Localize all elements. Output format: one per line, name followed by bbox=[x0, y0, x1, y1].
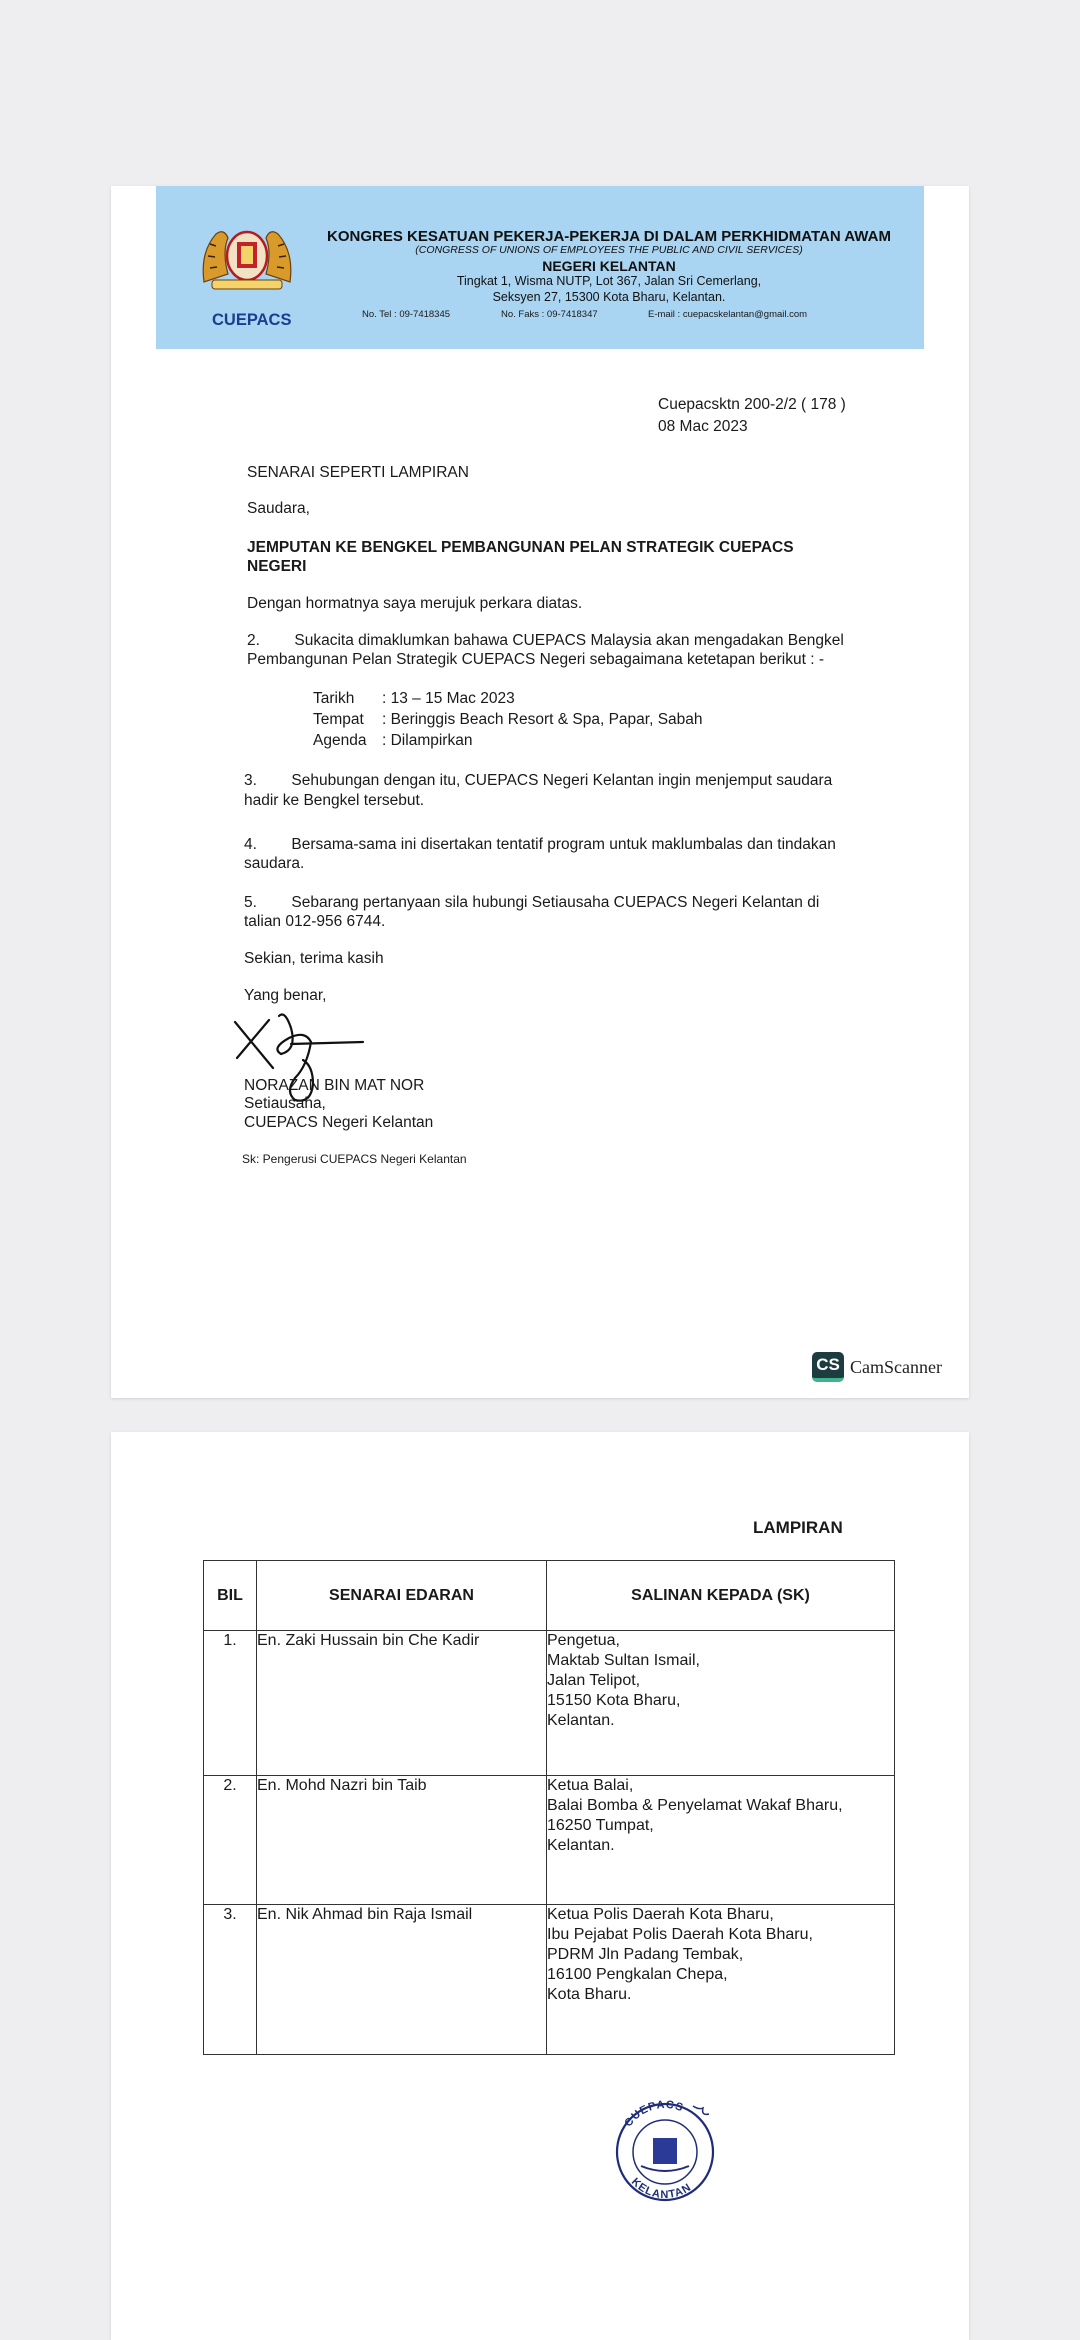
logo-text: CUEPACS bbox=[212, 311, 292, 329]
table-row bbox=[204, 1631, 895, 1776]
column-header-senarai-edaran: SENARAI EDARAN bbox=[257, 1561, 547, 1631]
appendix-page bbox=[111, 1432, 969, 2340]
row-number: 2. bbox=[204, 1776, 257, 1905]
detail-value-agenda: : Dilampirkan bbox=[382, 732, 473, 749]
paragraph-5-line-1: 5. Sebarang pertanyaan sila hubungi Setiausaha CUEPACS Negeri Kelantan di bbox=[244, 894, 820, 911]
fax-number: No. Faks : 09-7418347 bbox=[501, 309, 598, 320]
copy-to-address bbox=[547, 1631, 895, 1776]
copy-to: Sk: Pengerusi CUEPACS Negeri Kelantan bbox=[242, 1152, 467, 1166]
address-line: Kelantan. bbox=[547, 1712, 615, 1729]
address-line: Balai Bomba & Penyelamat Wakaf Bharu, bbox=[547, 1797, 843, 1814]
address-line: Kelantan. bbox=[547, 1837, 615, 1854]
address-line: 15150 Kota Bharu, bbox=[547, 1692, 681, 1709]
paragraph-4-line-2: saudara. bbox=[244, 855, 305, 872]
branch-name: NEGERI KELANTAN bbox=[542, 258, 676, 274]
org-name-en: (CONGRESS OF UNIONS OF EMPLOYEES THE PUBLIC AND CIVIL SERVICES) bbox=[415, 244, 803, 256]
stamp-text-bottom: KELANTAN bbox=[628, 2175, 694, 2202]
paragraph-3-line-1: 3. Sehubungan dengan itu, CUEPACS Negeri Kelantan ingin menjemput saudara bbox=[244, 772, 833, 789]
salutation: Saudara, bbox=[247, 500, 310, 517]
subject-line-2: NEGERI bbox=[247, 558, 307, 575]
paragraph-5-line-2: talian 012-956 6744. bbox=[244, 913, 386, 930]
camscanner-watermark bbox=[812, 1352, 942, 1382]
address-line: Jalan Telipot, bbox=[547, 1672, 641, 1689]
signer-organization: CUEPACS Negeri Kelantan bbox=[244, 1114, 434, 1131]
column-header-bil: BIL bbox=[204, 1561, 257, 1631]
recipient-name: En. Zaki Hussain bin Che Kadir bbox=[257, 1631, 547, 1776]
recipient: SENARAI SEPERTI LAMPIRAN bbox=[247, 464, 469, 481]
paragraph-2-line-1: 2. Sukacita dimaklumkan bahawa CUEPACS Malaysia akan mengadakan Bengkel bbox=[247, 632, 844, 649]
paragraph-4-line-1: 4. Bersama-sama ini disertakan tentatif program untuk maklumbalas dan tindakan bbox=[244, 836, 836, 853]
address-line-2: Seksyen 27, 15300 Kota Bharu, Kelantan. bbox=[492, 290, 726, 304]
camscanner-icon: CS bbox=[812, 1352, 844, 1382]
detail-value-tempat: : Beringgis Beach Resort & Spa, Papar, Sabah bbox=[382, 711, 703, 728]
column-header-salinan-kepada: SALINAN KEPADA (SK) bbox=[547, 1561, 895, 1631]
cuepacs-crest-logo bbox=[198, 222, 296, 296]
address-line: Pengetua, bbox=[547, 1632, 620, 1649]
copy-to-address bbox=[547, 1776, 895, 1905]
detail-value-tarikh: : 13 – 15 Mac 2023 bbox=[382, 690, 515, 707]
recipient-name: En. Mohd Nazri bin Taib bbox=[257, 1776, 547, 1905]
address-line: PDRM Jln Padang Tembak, bbox=[547, 1946, 744, 1963]
detail-label-agenda: Agenda bbox=[313, 732, 367, 749]
stamp-text-top: CUEPACS bbox=[622, 2098, 686, 2130]
address-line: 16100 Pengkalan Chepa, bbox=[547, 1966, 728, 1983]
address-line: 16250 Tumpat, bbox=[547, 1817, 654, 1834]
paragraph-2-line-2: Pembangunan Pelan Strategik CUEPACS Negeri sebagaimana ketetapan berikut : - bbox=[247, 651, 824, 668]
paragraph-3-line-2: hadir ke Bengkel tersebut. bbox=[244, 792, 425, 809]
address-line: Maktab Sultan Ismail, bbox=[547, 1652, 700, 1669]
address-line: Kota Bharu. bbox=[547, 1986, 632, 2003]
copy-to-address bbox=[547, 1905, 895, 2055]
camscanner-label: CamScanner bbox=[850, 1356, 942, 1377]
appendix-title: LAMPIRAN bbox=[753, 1518, 843, 1537]
table-row bbox=[204, 1776, 895, 1905]
letter-page bbox=[111, 186, 969, 1398]
tel-number: No. Tel : 09-7418345 bbox=[362, 309, 451, 320]
official-stamp bbox=[607, 2096, 727, 2208]
row-number: 1. bbox=[204, 1631, 257, 1776]
letter-date: 08 Mac 2023 bbox=[658, 418, 748, 435]
reference-number: Cuepacsktn 200-2/2 ( 178 ) bbox=[658, 396, 846, 413]
email-address: E-mail : cuepacskelantan@gmail.com bbox=[648, 309, 808, 320]
subject-line-1: JEMPUTAN KE BENGKEL PEMBANGUNAN PELAN STRATEGIK CUEPACS bbox=[247, 539, 794, 556]
yours-truly: Yang benar, bbox=[244, 987, 327, 1004]
signer-title: Setiausaha, bbox=[244, 1095, 326, 1112]
signer-name: NORAZAN BIN MAT NOR bbox=[244, 1077, 425, 1094]
row-number: 3. bbox=[204, 1905, 257, 2055]
distribution-table bbox=[203, 1560, 895, 2055]
address-line-1: Tingkat 1, Wisma NUTP, Lot 367, Jalan Sri Cemerlang, bbox=[456, 274, 762, 288]
letterhead bbox=[156, 186, 924, 349]
address-line: Ibu Pejabat Polis Daerah Kota Bharu, bbox=[547, 1926, 813, 1943]
org-name: KONGRES KESATUAN PEKERJA-PEKERJA DI DALAM PERKHIDMATAN AWAM bbox=[327, 228, 891, 245]
recipient-name: En. Nik Ahmad bin Raja Ismail bbox=[257, 1905, 547, 2055]
paragraph-1: Dengan hormatnya saya merujuk perkara diatas. bbox=[247, 595, 583, 612]
detail-label-tempat: Tempat bbox=[313, 711, 364, 728]
table-header-row bbox=[204, 1561, 895, 1631]
address-line: Ketua Polis Daerah Kota Bharu, bbox=[547, 1906, 774, 1923]
detail-label-tarikh: Tarikh bbox=[313, 690, 355, 707]
address-line: Ketua Balai, bbox=[547, 1777, 634, 1794]
closing: Sekian, terima kasih bbox=[244, 950, 384, 967]
table-row bbox=[204, 1905, 895, 2055]
